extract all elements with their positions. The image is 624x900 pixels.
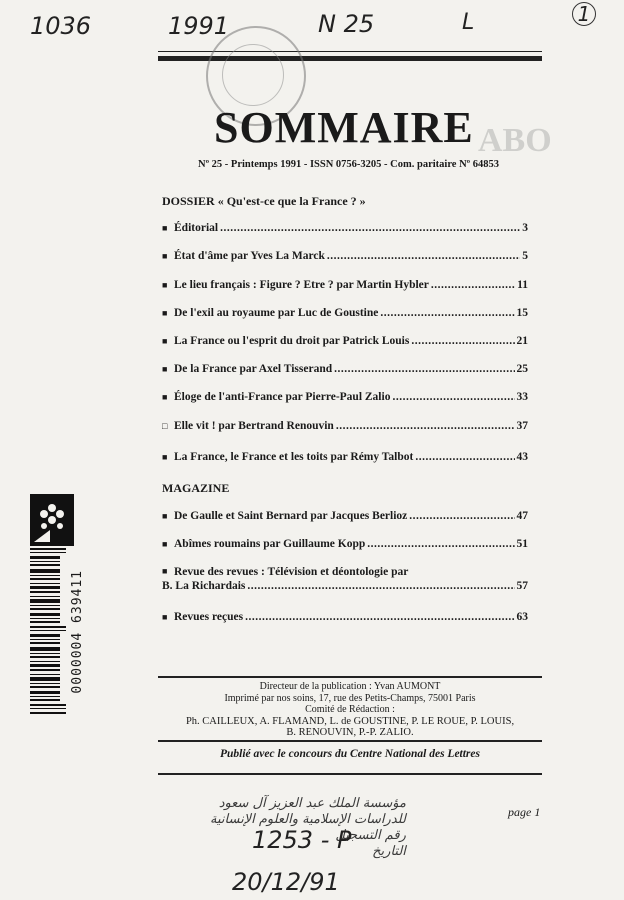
dot-leader xyxy=(431,279,515,291)
toc-page-number: 21 xyxy=(516,335,528,347)
toc-entry-title: Le lieu français : Figure ? Etre ? par Martin Hybler xyxy=(174,279,429,291)
dot-leader xyxy=(392,391,514,403)
toc-entry-title-line2: B. La Richardais xyxy=(162,580,246,592)
dot-leader xyxy=(380,307,514,319)
arabic-stamp-line: التاريخ xyxy=(372,844,406,859)
toc-entry-title: État d'âme par Yves La Marck xyxy=(174,250,325,262)
handwritten-date: 20/12/91 xyxy=(232,868,340,896)
arabic-stamp-line: مؤسسة الملك عبد العزيز آل سعود xyxy=(218,796,406,811)
section-magazine-heading: MAGAZINE xyxy=(162,481,230,495)
toc-entry-title-line1: Revue des revues : Télévision et déontologie par xyxy=(174,566,409,578)
bullet-icon: ■ xyxy=(162,612,168,622)
toc-page-number: 57 xyxy=(516,580,528,592)
toc-entry-title: Éditorial xyxy=(174,222,219,234)
toc-entry xyxy=(162,222,528,234)
bullet-icon: ■ xyxy=(162,280,168,290)
dot-leader xyxy=(334,363,514,375)
dot-leader xyxy=(220,222,520,234)
committee-label: Comité de Rédaction : xyxy=(305,704,395,715)
toc-entry xyxy=(162,510,528,522)
toc-page-number: 11 xyxy=(517,279,528,291)
committee-members-line2: B. RENOUVIN, P.-P. ZALIO. xyxy=(286,727,414,738)
bullet-icon: ■ xyxy=(162,392,168,402)
dot-leader xyxy=(245,611,514,623)
handwritten-year: 1991 xyxy=(168,12,230,40)
bullet-icon: ■ xyxy=(162,452,168,462)
toc-entry-title: Elle vit ! par Bertrand Renouvin xyxy=(174,420,334,432)
bullet-icon: ■ xyxy=(162,308,168,318)
library-stamp-inner xyxy=(222,44,284,106)
page-title: SOMMAIRE xyxy=(214,103,474,152)
issue-subtitle: Nº 25 - Printemps 1991 - ISSN 0756-3205 - Com. paritaire Nº 64853 xyxy=(198,159,500,170)
handwritten-circled-number: 1 xyxy=(572,2,596,26)
dot-leader xyxy=(327,250,520,262)
dot-leader xyxy=(247,580,514,592)
toc-page-number: 43 xyxy=(516,451,528,463)
dot-leader xyxy=(411,335,514,347)
toc-entry xyxy=(162,307,528,319)
toc-page-number: 5 xyxy=(522,250,528,262)
toc-entry-title: Abîmes roumains par Guillaume Kopp xyxy=(174,538,366,550)
bullet-icon: ■ xyxy=(162,336,168,346)
arabic-stamp-line: رقم التسجيل xyxy=(335,828,406,843)
bullet-icon: ■ xyxy=(162,539,168,549)
toc-page-number: 15 xyxy=(516,307,528,319)
page-number: page 1 xyxy=(508,805,541,819)
dot-leader xyxy=(409,510,514,522)
toc-entry-title: De Gaulle et Saint Bernard par Jacques Berlioz xyxy=(174,510,408,522)
arabic-stamp-line: للدراسات الإسلامية والعلوم الإنسانية xyxy=(210,812,406,827)
bleed-through-text: ABO xyxy=(478,122,552,159)
publisher-logo-icon xyxy=(30,494,74,546)
printer-address: Imprimé par nos soins, 17, rue des Petits-Champs, 75001 Paris xyxy=(224,692,476,704)
bullet-icon: ■ xyxy=(162,511,168,521)
toc-entry xyxy=(162,391,528,403)
barcode-icon xyxy=(30,548,66,716)
toc-entry xyxy=(162,279,528,291)
committee-members-line1: Ph. CAILLEUX, A. FLAMAND, L. de GOUSTINE, P. LE ROUE, P. LOUIS, xyxy=(185,715,515,727)
toc-entry-title: La France ou l'esprit du droit par Patrick Louis xyxy=(174,335,410,347)
handwritten-registration-number: 1253 - P xyxy=(252,826,352,854)
bullet-icon: ■ xyxy=(162,364,168,374)
funding-credit: Publié avec le concours du Centre National des Lettres xyxy=(219,748,480,760)
handwritten-code: 1036 xyxy=(30,12,92,40)
bullet-icon: ■ xyxy=(162,223,168,233)
section-dossier-heading: DOSSIER « Qu'est-ce que la France ? » xyxy=(162,194,366,208)
toc-entry-title: Éloge de l'anti-France par Pierre-Paul Zalio xyxy=(174,391,391,403)
toc-page-number: 25 xyxy=(516,363,528,375)
bullet-icon: ■ xyxy=(162,251,168,261)
dot-leader xyxy=(367,538,514,550)
toc-entry xyxy=(162,363,528,375)
masthead-block xyxy=(150,681,550,739)
handwritten-mark: L xyxy=(462,10,475,35)
footer-rule-top xyxy=(158,676,542,678)
toc-entry-title: De la France par Axel Tisserand xyxy=(174,363,333,375)
toc-page-number: 37 xyxy=(516,420,528,432)
bullet-icon: □ xyxy=(162,421,168,431)
barcode-number: 0000004 639411 xyxy=(70,570,85,694)
toc-entry xyxy=(162,250,528,262)
toc-entry-multiline xyxy=(162,566,528,592)
bullet-icon: ■ xyxy=(162,566,168,576)
toc-page-number: 51 xyxy=(516,538,528,550)
toc-page-number: 63 xyxy=(516,611,528,623)
toc-entry xyxy=(162,451,528,463)
footer-rule-bottom xyxy=(158,773,542,775)
toc-entry xyxy=(162,420,528,432)
footer-rule-mid xyxy=(158,740,542,742)
toc-entry xyxy=(162,611,528,623)
dot-leader xyxy=(336,420,515,432)
dot-leader xyxy=(415,451,514,463)
toc-page-number: 47 xyxy=(516,510,528,522)
toc-entry xyxy=(162,335,528,347)
toc-page-number: 3 xyxy=(522,222,528,234)
toc-entry-title: De l'exil au royaume par Luc de Goustine xyxy=(174,307,379,319)
toc-page-number: 33 xyxy=(516,391,528,403)
toc-entry-title: La France, le France et les toits par Rémy Talbot xyxy=(174,451,414,463)
toc-entry xyxy=(162,538,528,550)
handwritten-issue: N 25 xyxy=(318,10,375,38)
toc-entry-title: Revues reçues xyxy=(174,611,244,623)
publication-director: Directeur de la publication : Yvan AUMONT xyxy=(259,681,441,692)
